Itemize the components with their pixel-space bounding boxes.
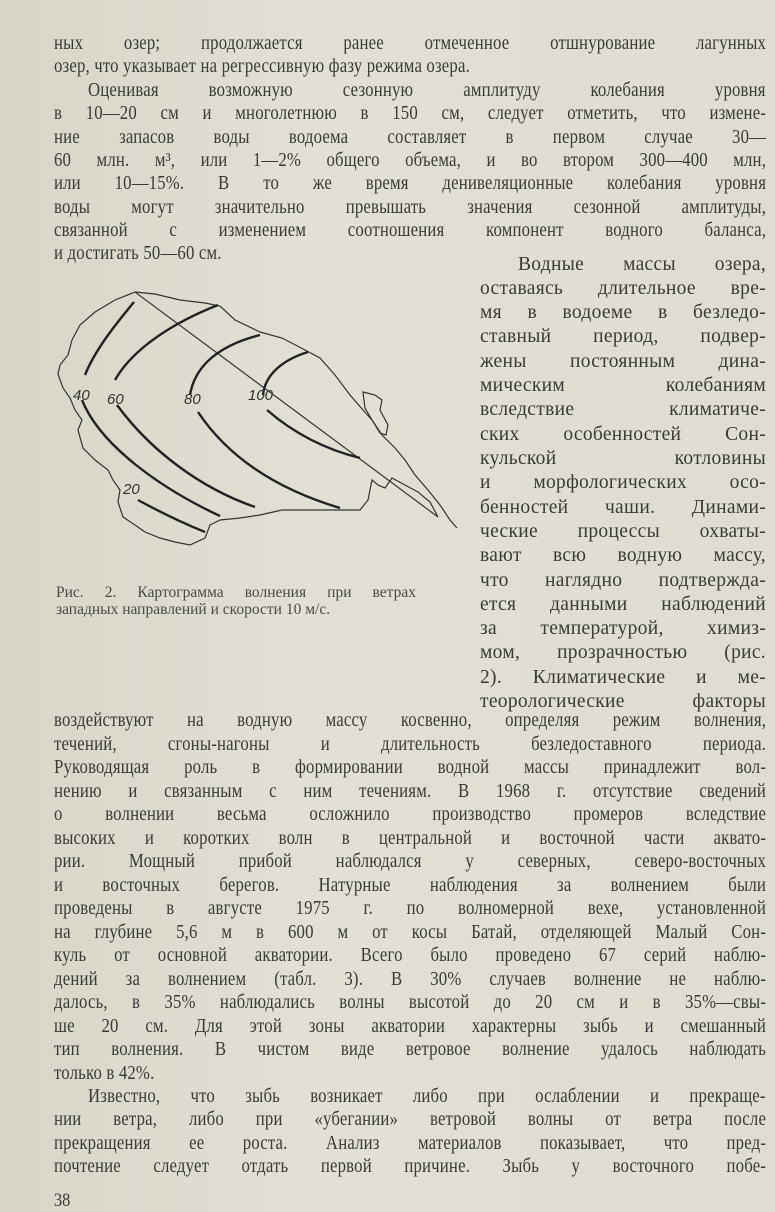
- text-line: ние запасов воды водоема составляет в первом случае 30—: [54, 127, 767, 148]
- text-line: тип волнения. В чистом виде ветровое волнение удалось наблюдать: [54, 1039, 767, 1060]
- text-line: ставный период, подвер-: [480, 326, 766, 347]
- text-line: только в 42%.: [54, 1063, 155, 1084]
- text-line: ется данными наблюдений: [480, 594, 766, 615]
- text-line: Руководящая роль в формировании водной массы принадлежит вол-: [54, 757, 767, 778]
- text-line: в 10—20 см и многолетнюю в 150 см, следует отметить, что измене-: [54, 103, 767, 124]
- text-line: на глубине 5,6 м в 600 м от косы Батай, отделяющей Малый Сон-: [54, 922, 767, 943]
- text-line: ше 20 см. Для этой зоны акватории характерны зыбь и смешанный: [54, 1016, 767, 1037]
- text-line: дений за волнением (табл. 3). В 30% случаев волнение не наблю-: [54, 969, 767, 990]
- text-line: высоких и коротких волн в центральной и восточной части аквато-: [54, 828, 767, 849]
- text-line: воздействуют на водную массу косвенно, определяя режим волнения,: [54, 710, 767, 731]
- figure-caption-line: западных направлений и скорости 10 м/с.: [56, 601, 331, 618]
- text-line: куль от основной акватории. Всего было проведено 67 серий наблю-: [54, 945, 767, 966]
- isoline-label: 20: [123, 481, 140, 498]
- text-line: мическим колебаниям: [480, 375, 766, 396]
- text-line: вследствие климатиче-: [480, 399, 766, 420]
- isoline-label: 60: [107, 391, 124, 408]
- text-line: связанной с изменением соотношения компонент водного баланса,: [54, 220, 767, 241]
- text-line: кульской котловины: [480, 448, 766, 469]
- text-line: мом, прозрачностью (рис.: [480, 642, 766, 663]
- text-line: что наглядно подтвержда-: [480, 570, 766, 591]
- text-line: Водные массы озера,: [518, 254, 766, 275]
- text-line: или 10—15%. В то же время денивеляционные колебания уровня: [54, 173, 767, 194]
- isoline-label: 80: [184, 391, 201, 408]
- isoline-labels: [73, 387, 274, 498]
- text-line: далось, в 35% наблюдались волны высотой до 20 см и в 35%—свы-: [54, 992, 767, 1013]
- text-line: нению и связанным с ним течениям. В 1968 г. отсутствие сведений: [54, 781, 767, 802]
- lake-wave-cartogram: [20, 270, 460, 570]
- text-line: оставаясь длительное вре-: [480, 278, 766, 299]
- text-line: ских особенностей Сон-: [480, 424, 766, 445]
- figure-caption-line: Рис. 2. Картограмма волнения при ветрах: [56, 584, 416, 601]
- text-line: проведены в августе 1975 г. по волномерной вехе, установленной: [54, 898, 767, 919]
- text-line: мя в водоеме в безледо-: [480, 302, 766, 323]
- page-number: 38: [54, 1190, 71, 1211]
- text-line: Оценивая возможную сезонную амплитуду колебания уровня: [88, 80, 766, 101]
- text-line: нии ветра, либо при «убегании» ветровой волны от ветра после: [54, 1109, 767, 1130]
- text-line: и морфологических осо-: [480, 472, 766, 493]
- text-line: ных озер; продолжается ранее отмеченное отшнурование лагунных: [54, 33, 767, 54]
- text-line: за температурой, химиз-: [480, 618, 766, 639]
- text-line: почтение следует отдать первой причине. Зыбь у восточного побе-: [54, 1156, 767, 1177]
- text-line: озер, что указывает на регрессивную фазу режима озера.: [54, 56, 470, 77]
- text-line: ческие процессы охваты-: [480, 521, 766, 542]
- text-line: прекращения ее роста. Анализ материалов показывает, что пред-: [54, 1133, 767, 1154]
- text-line: и восточных берегов. Натурные наблюдения за волнением были: [54, 875, 767, 896]
- text-line: рии. Мощный прибой наблюдался у северных, северо-восточных: [54, 851, 767, 872]
- isoline-label: 40: [73, 387, 90, 404]
- text-line: вают всю водную массу,: [480, 545, 766, 566]
- text-line: воды могут значительно превышать значения сезонной амплитуды,: [54, 197, 767, 218]
- text-line: жены постоянным дина-: [480, 351, 766, 372]
- text-line: Известно, что зыбь возникает либо при ослаблении и прекраще-: [88, 1086, 766, 1107]
- isoline-label: 100: [248, 387, 274, 404]
- text-line: 60 млн. м³, или 1—2% общего объема, и во втором 300—400 млн,: [54, 150, 767, 171]
- text-line: и достигать 50—60 см.: [54, 243, 222, 264]
- text-line: о волнении весьма осложнило производство промеров вследствие: [54, 804, 767, 825]
- text-line: теорологические факторы: [480, 691, 766, 712]
- text-line: течений, сгоны-нагоны и длительность безледоставного периода.: [54, 734, 767, 755]
- text-line: 2). Климатические и ме-: [480, 667, 766, 688]
- text-line: бенностей чаши. Динами-: [480, 497, 766, 518]
